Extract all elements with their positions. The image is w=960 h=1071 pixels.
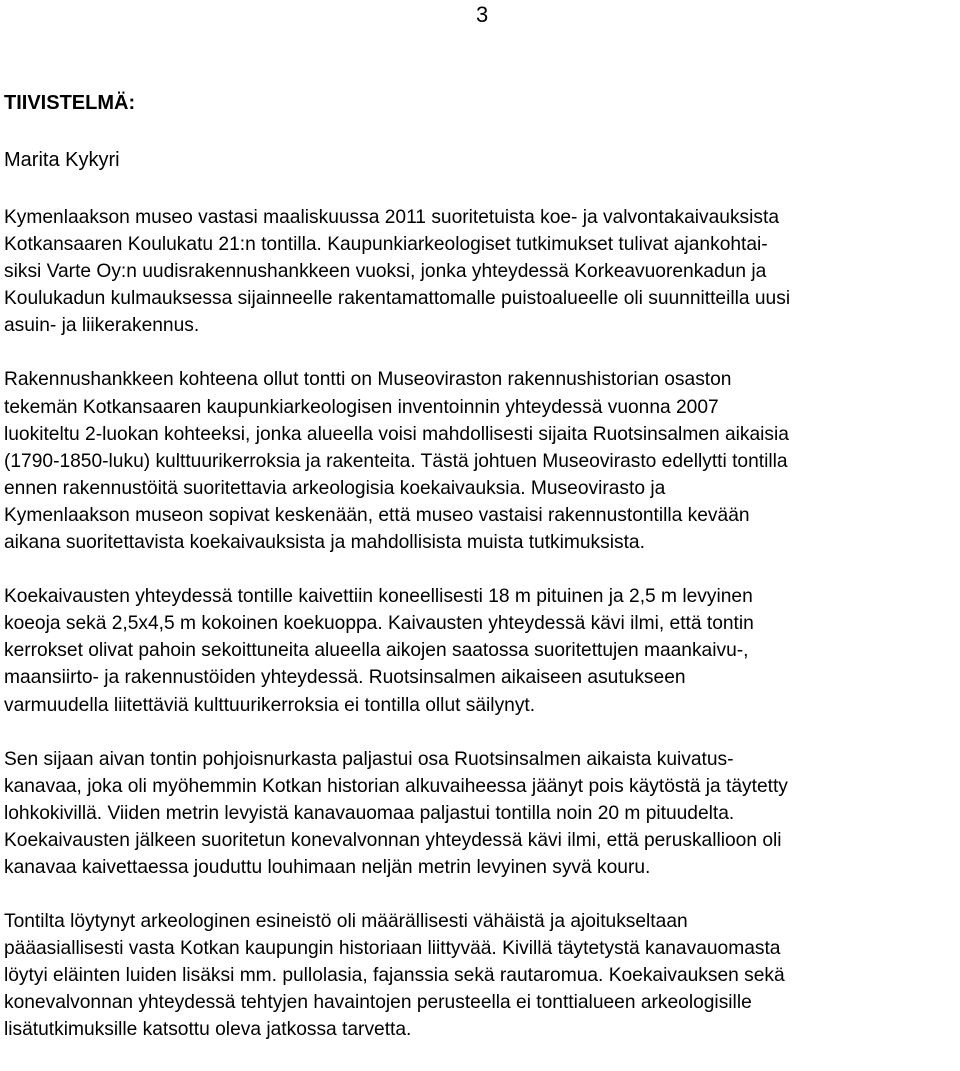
paragraph-line: Kymenlaakson museo vastasi maaliskuussa 2011 suoritetuista koe- ja valvontakaivauksista	[4, 207, 779, 228]
paragraph-line: (1790-1850-luku) kulttuurikerroksia ja rakenteita. Tästä johtuen Museovirasto edellytti tontilla	[4, 450, 788, 472]
paragraph-4	[4, 746, 958, 881]
paragraph-line: asuin- ja liikerakennus.	[4, 315, 200, 337]
paragraph-line: löytyi eläinten luiden lisäksi mm. pullolasia, fajanssia sekä rautaromua. Koekaivauksen sekä	[4, 965, 785, 987]
paragraph-line: koeoja sekä 2,5x4,5 m kokoinen koekuoppa. Kaivausten yhteydessä kävi ilmi, että tontin	[4, 613, 754, 635]
paragraph-line: aikana suoritettavista koekaivauksista ja mahdollisista muista tutkimuksista.	[4, 532, 645, 554]
summary-title: TIIVISTELMÄ:	[4, 92, 136, 114]
paragraph-line: tekemän Kotkansaaren kaupunkiarkeologisen inventoinnin yhteydessä vuonna 2007	[4, 396, 719, 418]
paragraph-line: siksi Varte Oy:n uudisrakennushankkeen vuoksi, jonka yhteydessä Korkeavuorenkadun ja	[4, 261, 767, 283]
paragraph-line: maansiirto- ja rakennustöiden yhteydessä. Ruotsinsalmen aikaiseen asutukseen	[4, 667, 686, 689]
paragraph-line: ennen rakennustöitä suoritettavia arkeologisia koekaivauksia. Museovirasto ja	[4, 477, 666, 499]
paragraph-line: Tontilta löytynyt arkeologinen esineistö oli määrällisesti vähäistä ja ajoitukseltaan	[4, 911, 688, 933]
paragraph-5	[4, 908, 958, 1043]
paragraph-line: lohkokivillä. Viiden metrin levyistä kanavauomaa paljastui tontilla noin 20 m pituudelta.	[4, 802, 735, 824]
page-number: 3	[476, 2, 489, 27]
paragraph-1	[4, 204, 958, 339]
paragraph-line: kanavaa, joka oli myöhemmin Kotkan historian alkuvaiheessa jäänyt pois käytöstä ja täytetty	[4, 775, 788, 797]
paragraph-line: Rakennushankkeen kohteena ollut tontti on Museoviraston rakennushistorian osaston	[4, 369, 732, 391]
paragraph-line: Sen sijaan aivan tontin pohjoisnurkasta paljastui osa Ruotsinsalmen aikaista kuivatus-	[4, 748, 734, 770]
paragraph-2	[4, 366, 958, 556]
author-name: Marita Kykyri	[4, 149, 120, 171]
paragraph-line: pääasiallisesti vasta Kotkan kaupungin historiaan liittyvää. Kivillä täytetystä kanavauomasta	[4, 938, 781, 960]
summary-section	[4, 90, 958, 1071]
paragraph-line: kerrokset olivat pahoin sekoittuneita alueella aikojen saatossa suoritettujen maankaivu-,	[4, 640, 749, 662]
paragraph-line: Kymenlaakson museon sopivat keskenään, että museo vastaisi rakennustontilla kevään	[4, 504, 750, 526]
paragraph-line: lisätutkimuksille katsottu oleva jatkossa tarvetta.	[4, 1019, 412, 1041]
paragraph-line: Koulukadun kulmauksessa sijainneelle rakentamattomalle puistoalueelle oli suunnitteilla uusi	[4, 288, 791, 310]
paragraph-line: Koekaivausten yhteydessä tontille kaivettiin koneellisesti 18 m pituinen ja 2,5 m levyinen	[4, 586, 753, 608]
paragraph-line: kanavaa kaivettaessa jouduttu louhimaan neljän metrin levyinen syvä kouru.	[4, 856, 651, 878]
paragraph-line: Koekaivausten jälkeen suoritetun konevalvonnan yhteydessä kävi ilmi, että peruskallioon oli	[4, 829, 782, 851]
paragraph-line: varmuudella liitettäviä kulttuurikerroksia ei tontilla ollut säilynyt.	[4, 694, 536, 716]
paragraph-line: konevalvonnan yhteydessä tehtyjen havaintojen perusteella ei tonttialueen arkeologisille	[4, 992, 752, 1014]
paragraph-line: Kotkansaaren Koulukatu 21:n tontilla. Kaupunkiarkeologiset tutkimukset tulivat ajankohtai-	[4, 234, 768, 256]
paragraph-3	[4, 583, 958, 718]
paragraph-line: luokiteltu 2-luokan kohteeksi, jonka alueella voisi mahdollisesti sijaita Ruotsinsalmen aikaisia	[4, 423, 789, 445]
